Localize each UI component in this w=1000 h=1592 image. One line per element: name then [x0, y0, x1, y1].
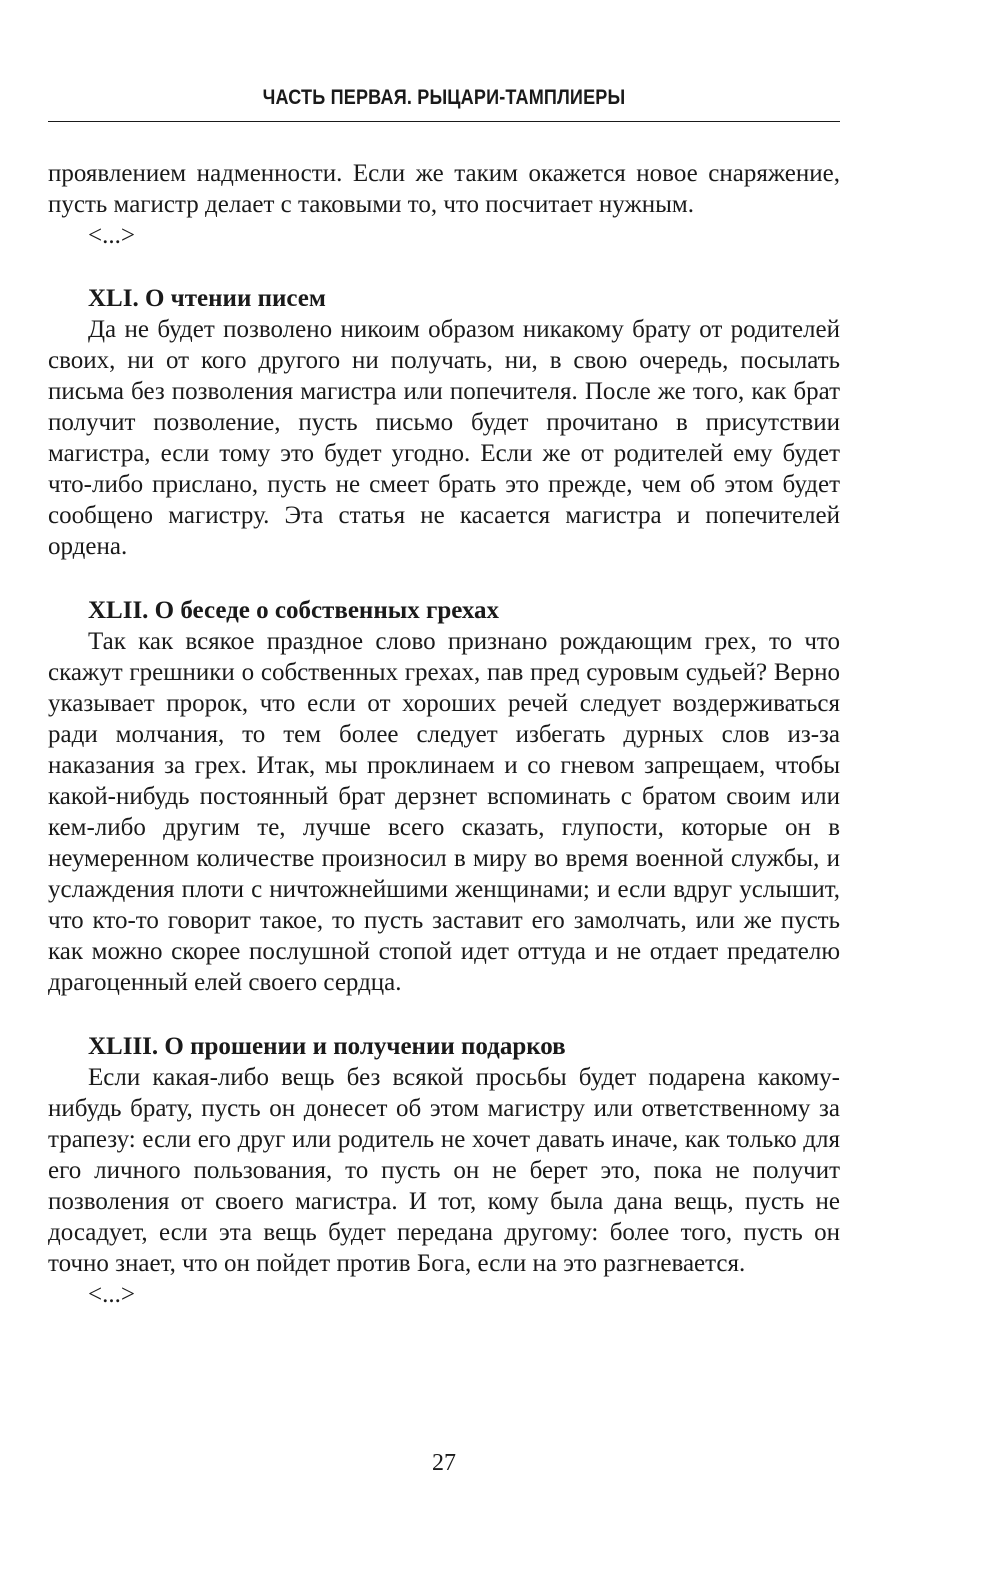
omission-mark: <...> [88, 1281, 135, 1308]
section-text-xlii: Так как всякое праздное слово признано рождающим грех, то что скажут грешники о собственных грехах, пав пред суровым судьей? Верно указывает пророк, что если от хороших речей следует воздерживаться ради молчания, то тем более следует избегать дурных слов из-за наказания за грех. Итак, мы проклинаем и со гневом запрещаем, чтобы какой-нибудь постоянный брат дерзнет вспоминать с братом своим или кем-либо другим те, лучше всего сказать, глупости, которые он в неумеренном количестве произносил в миру во время военной службы, и услаждения плоти с ничтожнейшими женщинами; и если вдруг услышит, что кто-то говорит такое, то пусть заставит его замолчать, или же пусть как можно скорее послушной стопой идет оттуда и не отдает предателю драгоценный елей своего сердца. [48, 628, 840, 996]
omission-mark: <...> [88, 222, 135, 249]
section-heading-xli: XLI. О чтении писем [88, 285, 326, 312]
section-heading-xliii: XLIII. О прошении и получении подарков [88, 1033, 566, 1060]
continuation-paragraph: проявлением надменности. Если же таким окажется новое снаряжение, пусть магистр делает с таковыми то, что посчитает нужным. [48, 160, 840, 218]
running-head: ЧАСТЬ ПЕРВАЯ. РЫЦАРИ-ТАМПЛИЕРЫ [262, 86, 626, 109]
section-text-xli: Да не будет позволено никоим образом никакому брату от родителей своих, ни от кого другого ни получать, ни, в свою очередь, посылать письма без позволения магистра или попечителя. После же того, как брат получит позволение, пусть письмо будет прочитано в присутствии магистра, если тому это будет угодно. Если же от родителей ему будет что-либо прислано, пусть не смеет брать это прежде, чем об этом будет сообщено магистру. Эта статья не касается магистра и попечителей ордена. [48, 316, 840, 560]
section-gap [48, 998, 840, 1031]
page-number: 27 [432, 1450, 456, 1476]
body-text [48, 158, 840, 1310]
section-gap [48, 251, 840, 283]
section-text-xliii: Если какая-либо вещь без всякой просьбы будет подарена какому-нибудь брату, пусть он донесет об этом магистру или ответственному за трапезу: если его друг или родитель не хочет давать иначе, как только для его личного пользования, то пусть он не берет это, пока не получит позволения от своего магистра. И тот, кому была дана вещь, пусть не досадует, если эта вещь будет передана другому: более того, пусть он точно знает, что он пойдет против Бога, если на это разгневается. [48, 1064, 840, 1277]
section-heading-xlii: XLII. О беседе о собственных грехах [88, 597, 500, 624]
section-gap [48, 562, 840, 595]
header-rule [48, 121, 840, 122]
